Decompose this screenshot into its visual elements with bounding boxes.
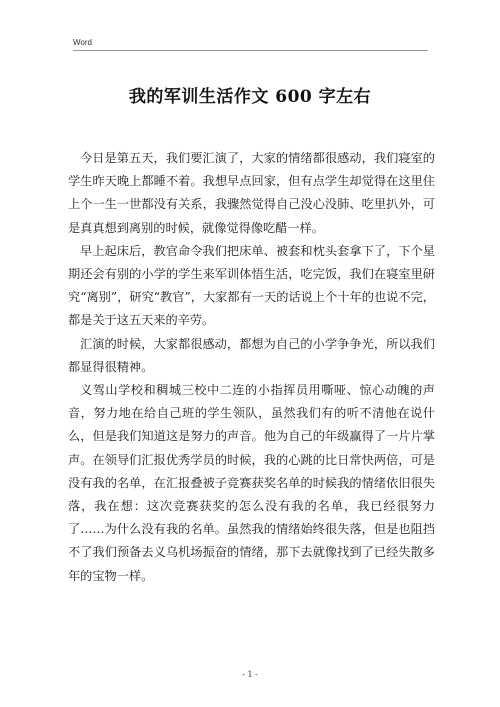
paragraph: 汇演的时候，大家都很感动，都想为自己的小学争争光，所以我们都显得很精神。 [68,336,435,374]
paragraph: 早上起床后，教官命令我们把床单、被套和枕头套拿下了，下个星期还会有别的小学的学生来军训体悟生活，吃完饭，我们在寝室里研究“离别”，研究“教官”，大家都有一天的话说上个十年的也说不完，都是关于这五天来的辛劳。 [68,243,435,328]
document-title: 我的军训生活作文 600 字左右 [128,87,372,107]
page-number: - 1 - [242,670,258,679]
document-body [68,147,435,588]
paragraph: 义驾山学校和稠城三校中二连的小指挥员用嘶哑、惊心动魄的声音，努力地在给自己班的学生领队，虽然我们有的听不清他在说什么，但是我们知道这是努力的声音。他为自己的年级赢得了一片片掌声。在领导们汇报优秀学员的时候，我的心跳的比日常快两倍，可是没有我的名单，在汇报叠被子竞赛获奖名单的时候我的情绪依旧很失落，我在想：这次竞赛获奖的怎么没有我的名单，我已经很努力了……为什么没有我的名单。虽然我的情绪始终很失落，但是也阻挡不了我们预备去义乌机场振奋的情绪，那下去就像找到了已经失散多年的宝物一样。 [68,383,435,583]
header-divider [73,50,428,51]
header-label: Word [73,38,92,47]
paragraph: 今日是第五天，我们要汇演了，大家的情绪都很感动，我们寝室的学生昨天晚上都睡不着。我想早点回家，但有点学生却觉得在这里住上个一生一世都没有关系，我骤然觉得自己没心没肺、吃里扒外，可是真真想到离别的时候，就像觉得像吃醋一样。 [68,151,435,235]
